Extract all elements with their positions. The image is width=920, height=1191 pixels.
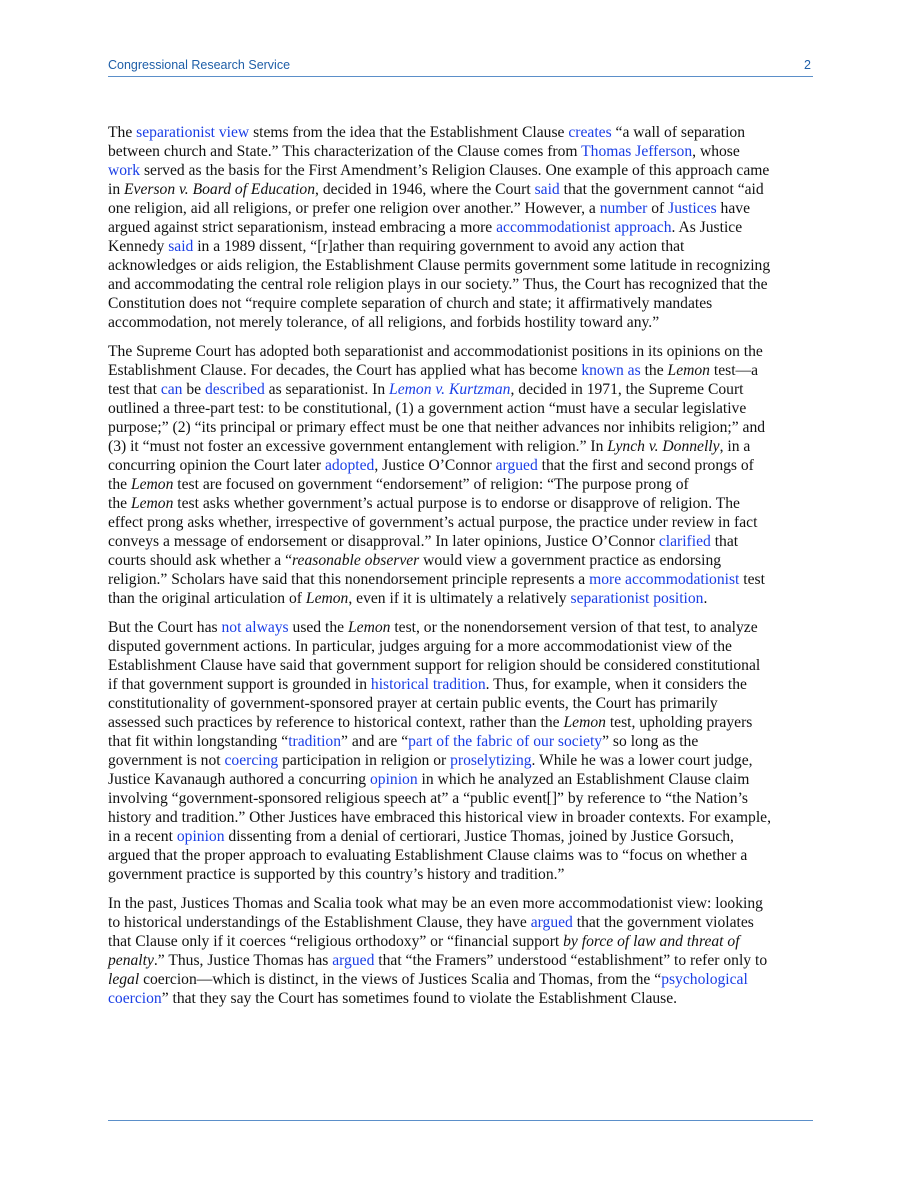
text-run: test asks whether government’s actual purpose is to endorse or disapprove of religion. The bbox=[173, 495, 740, 512]
text-line bbox=[108, 456, 813, 475]
text-run: government practice is supported by this country’s history and tradition.” bbox=[108, 866, 565, 883]
text-run: courts should ask whether a “ bbox=[108, 552, 293, 569]
text-run: Justice Kavanaugh authored a concurring bbox=[108, 771, 370, 788]
hyperlink[interactable]: separationist view bbox=[136, 124, 250, 141]
text-line bbox=[108, 475, 813, 494]
hyperlink[interactable]: not always bbox=[221, 619, 289, 636]
header-divider bbox=[108, 76, 813, 77]
text-line bbox=[108, 513, 813, 532]
text-run: outlined a three-part test: to be constitutional, (1) a government action “must have a secular legislative bbox=[108, 400, 747, 417]
text-run: dissenting from a denial of certiorari, Justice Thomas, joined by Justice Gorsuch, bbox=[224, 828, 734, 845]
text-run: Lemon bbox=[130, 476, 174, 493]
text-line bbox=[108, 618, 813, 637]
hyperlink[interactable]: coercion bbox=[108, 990, 162, 1007]
text-line bbox=[108, 589, 813, 608]
text-run: test, upholding prayers bbox=[605, 714, 753, 731]
hyperlink[interactable]: part of the fabric of our society bbox=[408, 733, 603, 750]
text-run: penalty bbox=[108, 952, 154, 969]
text-run: disputed government actions. In particular, judges arguing for a more accommodationist view of the bbox=[108, 638, 732, 655]
text-run: “a wall of separation bbox=[611, 124, 745, 141]
text-run: between church and State.” This characterization of the Clause comes from bbox=[108, 143, 582, 160]
text-run: as separationist. In bbox=[264, 381, 390, 398]
text-line bbox=[108, 361, 813, 380]
text-run: Lemon bbox=[130, 495, 174, 512]
text-run: would view a government practice as endorsing bbox=[419, 552, 722, 569]
text-run: . While he was a lower court judge, bbox=[531, 752, 753, 769]
text-line bbox=[108, 437, 813, 456]
hyperlink[interactable]: can bbox=[160, 381, 183, 398]
hyperlink[interactable]: psychological bbox=[661, 971, 748, 988]
hyperlink[interactable]: described bbox=[205, 381, 265, 398]
text-run: in bbox=[108, 181, 125, 198]
text-run: argued against strict separationism, instead embracing a more bbox=[108, 219, 497, 236]
text-run: , decided in 1946, where the Court bbox=[315, 181, 535, 198]
text-run: The Supreme Court has adopted both separationist and accommodationist positions in its opinions on the bbox=[108, 343, 763, 360]
text-run: test are focused on government “endorsement” of religion: “The purpose prong of bbox=[173, 476, 689, 493]
text-run: reasonable observer bbox=[292, 552, 420, 569]
text-run: assessed such practices by reference to historical context, rather than the bbox=[108, 714, 564, 731]
text-line bbox=[108, 789, 813, 808]
text-run: that bbox=[710, 533, 739, 550]
text-line bbox=[108, 256, 813, 275]
hyperlink[interactable]: said bbox=[168, 238, 194, 255]
text-line bbox=[108, 123, 813, 142]
text-line bbox=[108, 275, 813, 294]
text-line bbox=[108, 732, 813, 751]
text-line bbox=[108, 694, 813, 713]
text-run: Lemon bbox=[305, 590, 349, 607]
text-run: ” that they say the Court has sometimes found to violate the Establishment Clause. bbox=[161, 990, 678, 1007]
text-run: Kennedy bbox=[108, 238, 169, 255]
text-run: , whose bbox=[692, 143, 740, 160]
text-run: in a recent bbox=[108, 828, 177, 845]
hyperlink[interactable]: separationist position bbox=[570, 590, 704, 607]
text-line bbox=[108, 751, 813, 770]
text-run: the bbox=[108, 476, 131, 493]
document-body bbox=[108, 123, 813, 1018]
text-line bbox=[108, 951, 813, 970]
text-run: , even if it is ultimately a relatively bbox=[348, 590, 571, 607]
text-run: (3) it “must not foster an excessive government entanglement with religion.” In bbox=[108, 438, 608, 455]
text-line bbox=[108, 637, 813, 656]
text-line bbox=[108, 494, 813, 513]
text-line bbox=[108, 161, 813, 180]
text-run: that the government cannot “aid bbox=[559, 181, 764, 198]
text-run: that the first and second prongs of bbox=[537, 457, 754, 474]
text-line bbox=[108, 218, 813, 237]
text-line bbox=[108, 380, 813, 399]
text-run: conveys a message of endorsement or disapproval.” In later opinions, Justice O’Connor bbox=[108, 533, 659, 550]
text-line bbox=[108, 418, 813, 437]
hyperlink[interactable]: said bbox=[534, 181, 560, 198]
hyperlink[interactable]: proselytizing bbox=[450, 752, 532, 769]
text-run: served as the basis for the First Amendment’s Religion Clauses. One example of this approach came bbox=[140, 162, 770, 179]
text-line bbox=[108, 770, 813, 789]
text-line bbox=[108, 656, 813, 675]
text-run: argued that the proper approach to evaluating Establishment Clause claims was to “focus on whether a bbox=[108, 847, 748, 864]
text-run: test bbox=[739, 571, 765, 588]
text-run: . As Justice bbox=[671, 219, 743, 236]
text-run: one religion, aid all religions, or prefer one religion over another.” However, a bbox=[108, 200, 600, 217]
hyperlink[interactable]: work bbox=[108, 162, 141, 179]
text-run: that the government violates bbox=[572, 914, 754, 931]
hyperlink[interactable]: Justices bbox=[668, 200, 717, 217]
text-run: used the bbox=[288, 619, 348, 636]
text-run: coercion—which is distinct, in the views of Justices Scalia and Thomas, from the “ bbox=[139, 971, 662, 988]
text-line bbox=[108, 808, 813, 827]
body-paragraph bbox=[108, 894, 813, 1008]
text-run: constitutionality of government-sponsored prayer at certain public events, the Court has primarily bbox=[108, 695, 718, 712]
text-run: ” and are “ bbox=[341, 733, 409, 750]
hyperlink[interactable]: argued bbox=[332, 952, 375, 969]
text-line bbox=[108, 313, 813, 332]
text-line bbox=[108, 199, 813, 218]
text-run: that fit within longstanding “ bbox=[108, 733, 289, 750]
text-run: concurring opinion the Court later bbox=[108, 457, 325, 474]
body-paragraph bbox=[108, 342, 813, 608]
text-run: , decided in 1971, the Supreme Court bbox=[510, 381, 744, 398]
text-line bbox=[108, 846, 813, 865]
hyperlink[interactable]: historical tradition bbox=[370, 676, 486, 693]
text-run: if that government support is grounded in bbox=[108, 676, 371, 693]
text-line bbox=[108, 827, 813, 846]
text-run: Establishment Clause have said that government support for religion should be considered constitutional bbox=[108, 657, 761, 674]
text-run: test, or the nonendorsement version of that test, to analyze bbox=[390, 619, 758, 636]
page-number: 2 bbox=[804, 58, 811, 72]
text-run: , Justice O’Connor bbox=[374, 457, 496, 474]
text-run: ” so long as the bbox=[602, 733, 699, 750]
text-run: participation in religion or bbox=[278, 752, 451, 769]
text-line bbox=[108, 713, 813, 732]
hyperlink[interactable]: Thomas Jefferson bbox=[581, 143, 693, 160]
text-line bbox=[108, 532, 813, 551]
text-line bbox=[108, 894, 813, 913]
text-run: religion.” Scholars have said that this nonendorsement principle represents a bbox=[108, 571, 590, 588]
text-run: . Thus, for example, when it considers the bbox=[485, 676, 747, 693]
text-line bbox=[108, 294, 813, 313]
text-run: of bbox=[647, 200, 669, 217]
text-run: . bbox=[703, 590, 708, 607]
text-run: , in a bbox=[719, 438, 751, 455]
text-run: stems from the idea that the Establishment Clause bbox=[249, 124, 569, 141]
hyperlink[interactable]: creates bbox=[568, 124, 612, 141]
text-line bbox=[108, 865, 813, 884]
text-line bbox=[108, 913, 813, 932]
footer-divider bbox=[108, 1120, 813, 1121]
text-run: than the original articulation of bbox=[108, 590, 306, 607]
text-run: acknowledges or aids religion, the Establishment Clause permits government some latitude in recognizing bbox=[108, 257, 771, 274]
text-run: Establishment Clause. For decades, the Court has applied what has become bbox=[108, 362, 582, 379]
text-run: government is not bbox=[108, 752, 225, 769]
text-line bbox=[108, 142, 813, 161]
text-line bbox=[108, 399, 813, 418]
text-run: by force of law and threat of bbox=[563, 933, 740, 950]
text-run: the bbox=[108, 495, 131, 512]
hyperlink[interactable]: argued bbox=[530, 914, 573, 931]
hyperlink[interactable]: clarified bbox=[658, 533, 711, 550]
text-run: Lemon bbox=[563, 714, 606, 731]
text-run: test—a bbox=[709, 362, 759, 379]
text-run: be bbox=[182, 381, 205, 398]
text-run: the bbox=[640, 362, 668, 379]
text-run: have bbox=[716, 200, 750, 217]
hyperlink[interactable]: accommodationist approach bbox=[496, 219, 672, 236]
text-run: and accommodating the central role religion plays in our society.” Thus, the Court has recognized that the bbox=[108, 276, 768, 293]
text-run: Constitution does not “require complete separation of church and state; it affirmatively mandates bbox=[108, 295, 713, 312]
text-line bbox=[108, 675, 813, 694]
text-run: to historical understandings of the Establishment Clause, they have bbox=[108, 914, 531, 931]
text-line bbox=[108, 570, 813, 589]
hyperlink[interactable]: coercing bbox=[224, 752, 279, 769]
hyperlink[interactable]: adopted bbox=[324, 457, 375, 474]
text-run: Lemon bbox=[347, 619, 391, 636]
hyperlink[interactable]: more accommodationist bbox=[589, 571, 740, 588]
body-paragraph bbox=[108, 618, 813, 884]
text-run: effect prong asks whether, irrespective of government’s actual purpose, the practice under review in fact bbox=[108, 514, 758, 531]
body-paragraph bbox=[108, 123, 813, 332]
text-run: .” Thus, Justice Thomas has bbox=[153, 952, 333, 969]
text-line bbox=[108, 237, 813, 256]
page-header bbox=[108, 58, 813, 74]
text-run: Everson v. Board of Education bbox=[124, 181, 316, 198]
text-line bbox=[108, 342, 813, 361]
text-run: In the past, Justices Thomas and Scalia took what may be an even more accommodationist view: looking bbox=[108, 895, 763, 912]
hyperlink[interactable]: opinion bbox=[176, 828, 225, 845]
text-run: that “the Framers” understood “establishment” to refer only to bbox=[374, 952, 768, 969]
hyperlink[interactable]: opinion bbox=[369, 771, 418, 788]
text-run: in a 1989 dissent, “[r]ather than requiring government to avoid any action that bbox=[193, 238, 685, 255]
hyperlink[interactable]: number bbox=[599, 200, 648, 217]
text-run: accommodation, not merely tolerance, of all religions, and forbids hostility toward any.” bbox=[108, 314, 660, 331]
text-line bbox=[108, 970, 813, 989]
text-run: history and tradition.” Other Justices have embraced this historical view in broader contexts. For example, bbox=[108, 809, 771, 826]
text-run: test that bbox=[108, 381, 161, 398]
text-line bbox=[108, 180, 813, 199]
text-run: in which he analyzed an Establishment Clause claim bbox=[417, 771, 750, 788]
text-run: Lynch v. Donnelly bbox=[607, 438, 720, 455]
hyperlink[interactable]: known as bbox=[581, 362, 641, 379]
hyperlink[interactable]: tradition bbox=[288, 733, 342, 750]
text-run: But the Court has bbox=[108, 619, 222, 636]
text-line bbox=[108, 551, 813, 570]
header-org-name: Congressional Research Service bbox=[108, 58, 291, 72]
hyperlink[interactable]: argued bbox=[495, 457, 538, 474]
text-run: that Clause only if it coerces “religious orthodoxy” or “financial support bbox=[108, 933, 564, 950]
text-run: Lemon bbox=[667, 362, 710, 379]
text-run: involving “government-sponsored religious speech at” a “public event[]” by reference to “the Nation’s bbox=[108, 790, 748, 807]
text-run: legal bbox=[108, 971, 140, 988]
text-run: purpose;” (2) “its principal or primary effect must be one that neither advances nor inhibits religion;” and bbox=[108, 419, 766, 436]
text-line bbox=[108, 932, 813, 951]
hyperlink[interactable]: Lemon v. Kurtzman bbox=[389, 381, 511, 398]
text-line bbox=[108, 989, 813, 1008]
text-run: The bbox=[108, 124, 137, 141]
